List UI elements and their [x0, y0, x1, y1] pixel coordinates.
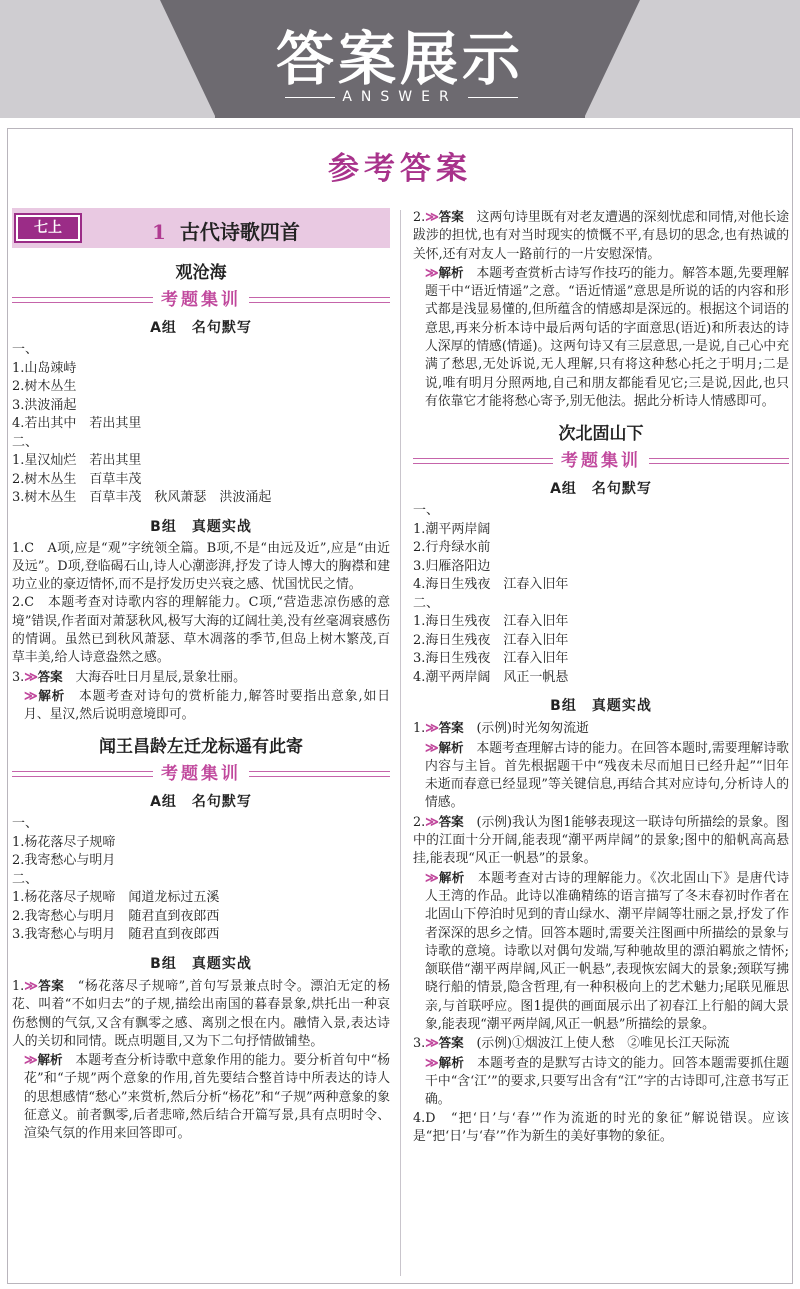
analysis-tag: 解析 [37, 687, 66, 703]
answer-line: 1.潮平两岸阔 [413, 521, 491, 537]
answer-line: 1.杨花落尽子规啼 [12, 834, 116, 850]
answer-line: 一、 [12, 342, 39, 357]
arrow-icon: ≫ [425, 721, 439, 737]
answer-paragraph: 4.D “把‘日’与‘春’”作为流逝的时光的象征”解说错误。应该是“把‘日’与‘春’”作为新生的美好事物的象征。 [413, 1110, 789, 1144]
poem-title: 观沧海 [175, 263, 227, 283]
arrow-icon: ≫ [425, 814, 439, 830]
answer-text: (示例)①烟波江上使人愁 ②唯见长江天际流 [476, 1036, 730, 1052]
arrow-icon: ≫ [24, 669, 38, 685]
answer-line: 3.树木丛生 百草丰茂 秋风萧瑟 洪波涌起 [12, 490, 272, 505]
answer-paragraph: 2.≫答案 (示例)我认为图1能够表现这一联诗句所描绘的景象。图中的江面十分开阔,能表现“潮平两岸阔”的景象;图中的船帆高高悬挂,能表现“风正一帆悬”的景象。 [413, 813, 789, 867]
group-heading: A组 名句默写 [550, 481, 652, 498]
answer-text: (示例)我认为图1能够表现这一联诗句所描绘的景象。图中的江面十分开阔,能表现“潮平两岸阔”的景象;图中的船帆高高悬挂,能表现“风正一帆悬”的景象。 [413, 814, 789, 867]
answer-tag: 答案 [438, 720, 464, 736]
poem-title: 闻王昌龄左迁龙标遥有此寄 [99, 737, 303, 758]
answer-line: 一、 [413, 503, 440, 519]
group-heading: B组 真题实战 [150, 518, 252, 535]
arrow-icon: ≫ [24, 688, 38, 704]
chapter-name: 古代诗歌四首 [179, 220, 300, 244]
analysis-tag: 解析 [438, 264, 464, 280]
group-heading: A组 名句默写 [150, 320, 252, 336]
answer-tag: 答案 [438, 209, 464, 224]
analysis-paragraph [413, 739, 789, 813]
analysis-tag: 解析 [438, 739, 464, 755]
answer-list [12, 815, 390, 945]
section-label: 考题集训 [153, 763, 249, 785]
section-banner [12, 763, 390, 785]
analysis-text: 本题考查理解古诗的能力。在回答本题时,需要理解诗歌内容与主旨。首先根据题干中“残夜未尽而旭日已经升起”“旧年未逝而春意已经显现”等关键信息,再结合其对应诗句,分析诗人的情感。 [425, 740, 789, 811]
page-title: 参考答案 [328, 151, 472, 187]
answer-line: 4.潮平两岸阔 风正一帆悬 [413, 669, 569, 685]
answer-text: 这两句诗里既有对老友遭遇的深刻忧虑和同情,对他长途跋涉的担忧,也有对当时现实的愤慨不平,有恳切的思念,也有热诚的关怀,还有对友人一路前行的一片安慰深情。 [413, 210, 789, 262]
answer-line: 1.星汉灿烂 若出其里 [12, 453, 142, 468]
answer-text: 大海吞吐日月星辰,景象壮丽。 [75, 669, 246, 685]
answer-line: 1.杨花落尽子规啼 闻道龙标过五溪 [12, 890, 220, 906]
answer-line: 3.海日生残夜 江春入旧年 [413, 651, 569, 667]
answer-tag: 答案 [37, 668, 63, 684]
answer-line: 2.树木丛生 百草丰茂 [12, 471, 142, 487]
answer-paragraph: 1.≫答案 “杨花落尽子规啼”,首句写景兼点时令。漂泊无定的杨花、叫着“不如归去”的子规,描绘出南国的暮春景象,烘托出一种哀伤愁恻的气氛,又含有飘零之感、离别之恨在内。融情入景,表达诗人的关切和同情。既点明题目,又为下二句抒情做铺垫。 [12, 977, 390, 1049]
answer-tag: 答案 [438, 813, 464, 829]
analysis-tag: 解析 [438, 1054, 465, 1070]
analysis-paragraph [413, 264, 789, 411]
section-banner [413, 450, 789, 472]
answer-line: 4.若出其中 若出其里 [12, 416, 142, 431]
arrow-icon: ≫ [425, 1055, 439, 1071]
analysis-tag: 解析 [438, 869, 465, 885]
header-banner [0, 0, 800, 118]
arrow-icon: ≫ [24, 978, 38, 994]
section-label: 考题集训 [153, 289, 249, 311]
answer-line: 1.山岛竦峙 [12, 360, 77, 376]
answer-line: 2.树木丛生 [12, 379, 77, 394]
grade-header [12, 208, 390, 248]
answer-line: 二、 [12, 871, 39, 887]
arrow-icon: ≫ [425, 1036, 439, 1052]
answer-line: 2.行舟绿水前 [413, 540, 491, 556]
chapter-number: 1 [152, 220, 166, 244]
arrow-icon: ≫ [24, 1053, 38, 1069]
analysis-paragraph [12, 1051, 390, 1143]
answer-line: 1.海日生残夜 江春入旧年 [413, 614, 569, 630]
analysis-tag: 解析 [37, 1052, 63, 1068]
analysis-text: 本题考查分析诗歌中意象作用的能力。要分析首句中“杨花”和“子规”两个意象的作用,首先要结合整首诗中所表达的诗人的思想感情“愁心”来赏析,然后分析“杨花”和“子规”两种意象的象征意义。前者飘零,后者悲啼,然后结合开篇写景,具有点明时令、渲染气氛的作用来回答即可。 [24, 1053, 390, 1142]
analysis-text: 本题考查对古诗的理解能力。《次北固山下》是唐代诗人王湾的作品。此诗以准确精练的语言描写了冬末春初时作者在北固山下停泊时见到的青山绿水、潮平岸阔等壮丽之景,抒发了作者深深的思乡之情。回答本题时,需要关注图画中所描绘的景象与诗歌的意境。诗歌以对偶句发端,写种驰故里的漂泊羁旅之情怀;颔联借“潮平两岸阔,风正一帆悬”,表现恢宏阔大的景象;颈联写拂晓行船的情景,隐含哲理,有一种积极向上的艺术魅力;尾联见雁思亲,与首联呼应。图1提供的画面展示出了初春江上行船的阔大景象,能表现“潮平两岸阔,风正一帆悬”所描绘的景象。 [425, 870, 789, 1033]
analysis-paragraph [413, 1054, 789, 1110]
answer-line: 3.洪波涌起 [12, 397, 77, 413]
answer-line: 二、 [413, 595, 440, 611]
answer-paragraph: 1.C A项,应是“观”字统领全篇。B项,不是“由远及近”,应是“由近及远”。D项,登临碣石山,诗人心潮澎湃,抒发了诗人博大的胸襟和建功立业的豪迈情怀,而不是抒发历史兴衰之感、忧国忧民之情。 [12, 540, 390, 593]
answer-line: 一、 [12, 816, 39, 832]
answer-line: 3.我寄愁心与明月 随君直到夜郎西 [12, 927, 220, 943]
answer-paragraph: 2.C 本题考查对诗歌内容的理解能力。C项,“营造悲凉伤感的意境”错误,作者面对萧瑟秋风,极写大海的辽阔壮美,没有丝毫凋衰感伤的情调。虽然已到秋风萧瑟、草木凋落的季节,但岛上树木繁茂,百草丰美,给人诗意盎然之感。 [12, 595, 390, 666]
answer-line: 4.海日生残夜 江春入旧年 [413, 577, 569, 593]
analysis-text: 本题考查赏析古诗写作技巧的能力。解答本题,先要理解题干中“语近情遥”之意。“语近情遥”意思是所说的话的内容和形式都是浅显易懂的,但所蕴含的情感却是深远的。根据这个词语的意思,再来分析本诗中最后两句话的字面意思(语近)和所表达的诗人深厚的情感(情遥)。这两句诗又有三层意思,一是说,自己心中充满了愁思,无处诉说,无人理解,只有将这种愁心托之于明月;二是说,唯有明月分照两地,自己和朋友都能看见它;三是说,因此,也只有依靠它才能将愁心寄予,别无他法。据此分析诗人情感即可。 [425, 265, 789, 409]
grade-tag: 七上 [16, 215, 80, 241]
header-title: 答案展示 [275, 25, 524, 93]
arrow-icon: ≫ [425, 740, 439, 756]
answer-list [413, 502, 789, 687]
answer-line: 2.海日生残夜 江春入旧年 [413, 632, 569, 648]
answer-line: 2.我寄愁心与明月 随君直到夜郎西 [12, 908, 220, 924]
chapter-title [152, 216, 300, 245]
left-column [12, 208, 390, 1144]
analysis-paragraph [12, 687, 390, 725]
analysis-text: 本题考查对诗句的赏析能力,解答时要指出意象,如日月、星汉,然后说明意境即可。 [24, 688, 390, 723]
arrow-icon: ≫ [425, 870, 439, 886]
arrow-icon: ≫ [425, 265, 439, 281]
group-heading: A组 名句默写 [150, 794, 252, 811]
answer-text: (示例)时光匆匆流逝 [476, 721, 589, 737]
answer-tag: 答案 [438, 1035, 464, 1051]
answer-paragraph: 1.≫答案 (示例)时光匆匆流逝 [413, 720, 589, 737]
analysis-text: 本题考查的是默写古诗文的能力。回答本题需要抓住题干中“含‘江’”的要求,只要写出含有“江”字的古诗即可,注意书写正确。 [425, 1055, 790, 1108]
answer-paragraph: 3.≫答案 (示例)①烟波江上使人愁 ②唯见长江天际流 [413, 1035, 730, 1052]
answer-list [12, 341, 390, 508]
poem-title: 次北固山下 [558, 424, 644, 445]
column-divider [400, 210, 401, 1276]
analysis-paragraph [413, 869, 789, 1035]
section-banner [12, 289, 390, 311]
group-heading: B组 真题实战 [150, 955, 252, 972]
group-heading: B组 真题实战 [550, 698, 652, 715]
answer-line: 3.归雁洛阳边 [413, 558, 491, 574]
arrow-icon: ≫ [425, 210, 439, 225]
section-label: 考题集训 [553, 450, 649, 472]
header-subtitle: ANSWER [342, 89, 458, 105]
right-column [413, 208, 789, 1146]
answer-paragraph: 2.≫答案 这两句诗里既有对老友遭遇的深刻忧虑和同情,对他长途跋涉的担忧,也有对当时现实的愤慨不平,有恳切的思念,也有热诚的关怀,还有对友人一路前行的一片安慰深情。 [413, 209, 789, 262]
answer-text: “杨花落尽子规啼”,首句写景兼点时令。漂泊无定的杨花、叫着“不如归去”的子规,描绘出南国的暮春景象,烘托出一种哀伤愁恻的气氛,又含有飘零之感、离别之恨在内。融情入景,表达诗人的关切和同情。既点明题目,又为下二句抒情做铺垫。 [12, 978, 390, 1049]
answer-line: 二、 [12, 434, 39, 450]
answer-tag: 答案 [37, 977, 65, 993]
answer-paragraph: 3.≫答案 大海吞吐日月星辰,景象壮丽。 [12, 668, 246, 685]
answer-line: 2.我寄愁心与明月 [12, 853, 116, 869]
